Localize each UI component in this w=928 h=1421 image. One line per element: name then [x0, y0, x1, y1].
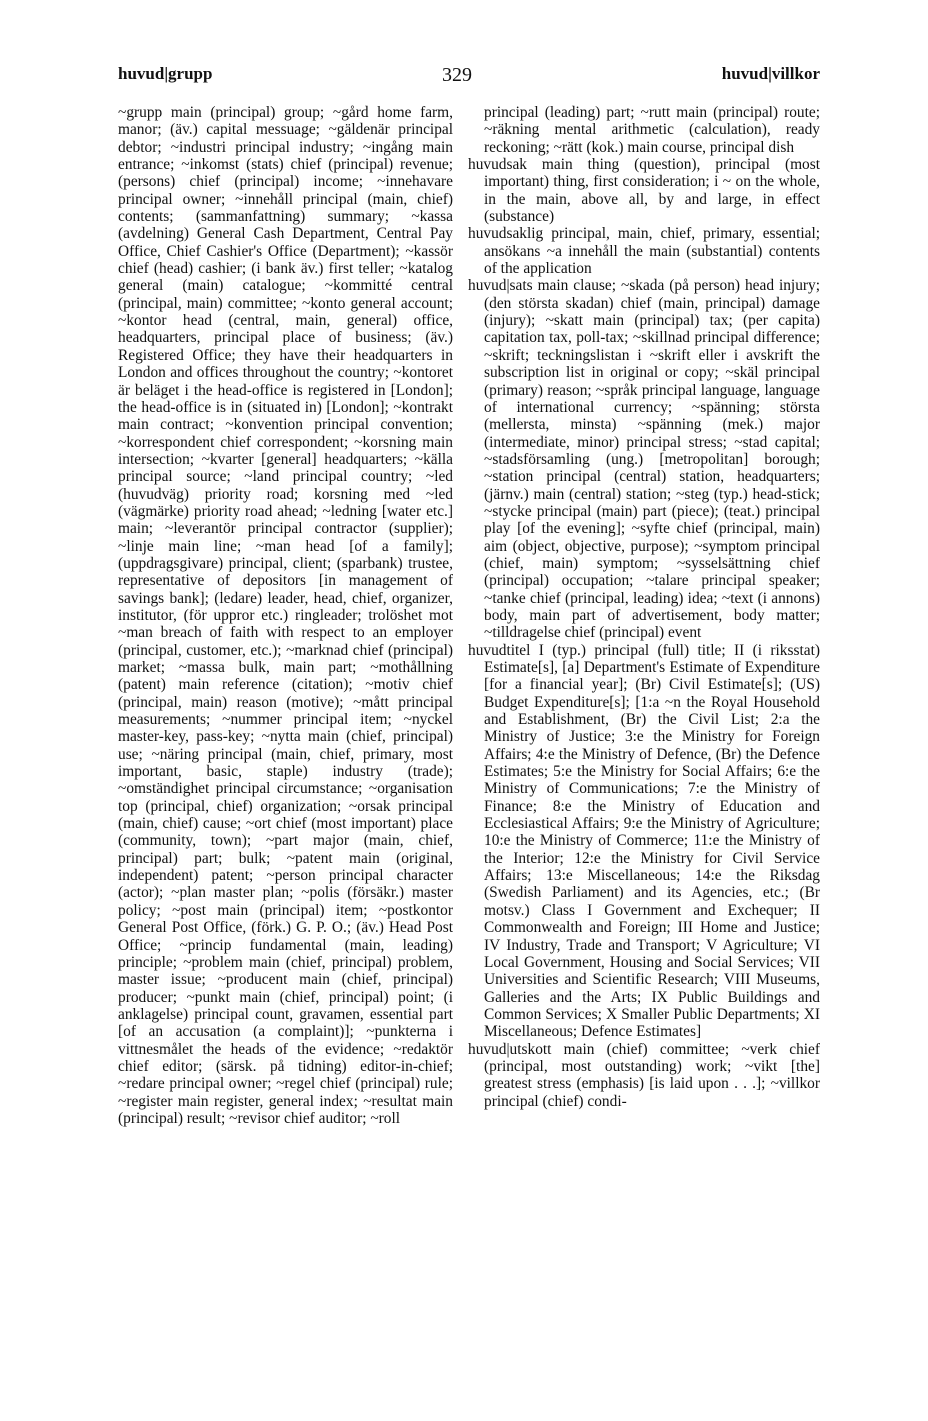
- dictionary-entry: huvud|utskott main (chief) committee; ~verk chief (principal, most outstanding) work; ~vikt [the] greatest stress (emphasis) [is laid upon . . .]; ~villkor principal (chief) condi-: [468, 1040, 820, 1110]
- dictionary-entry-continuation: principal (leading) part; ~rutt main (principal) route; ~räkning mental arithmetic (calculation), ready reckoning; ~rätt (kok.) main course, principal dish: [484, 104, 820, 156]
- page-number: 329: [442, 64, 472, 86]
- dictionary-entry: huvudsaklig principal, main, chief, primary, essential; ansökans ~a innehåll the main (substantial) contents of the application: [468, 225, 820, 278]
- running-head-right: huvud|villkor: [721, 64, 820, 83]
- right-column: [468, 104, 820, 1110]
- dictionary-entry: huvudtitel I (typ.) principal (full) title; II (i riksstat) Estimate[s], [a] Department's Estimate of Expenditure [for a financial year]; (Br) Civil Estimate[s]; (US) Budget Expenditure[s]; [1:a ~n the Royal Household and Establishment, (Br) the Civil List; 2:a the Ministry of Justice; 3:e the Ministry for Foreign Affairs; 4:e the Ministry of Defence, (Br) the Defence Estimates; 5:e the Ministry for Social Affairs; 6:e the Ministry of Communications; 7:e the Ministry of Finance; 8:e the Ministry of Education and Ecclesiastical Affairs; 9:e the Ministry of Agriculture; 10:e the Ministry of Commerce; 11:e the Ministry of the Interior; 12:e the Ministry for Civil Service Affairs; 13:e Miscellaneous; 14:e the Riksdag (Swedish Parliament) and its Agencies, etc.; (Br motsv.) Class I Government and Exchequer; II Commonwealth and Foreign; III Home and Justice; IV Industry, Trade and Transport; V Agriculture; VI Local Government, Housing and Social Services; VII Universities and Scientific Research; VIII Museums, Galleries and the Arts; IX Public Buildings and Common Services; X Smaller Public Departments; XI Miscellaneous; Defence Estimates]: [468, 641, 820, 1041]
- dictionary-entry: huvud|sats main clause; ~skada (på person) head injury; (den största skadan) chief (main, principal) damage (injury); ~skatt main (principal) tax; (per capita) capitation tax, poll-tax; ~skillnad principal difference; ~skrift; teckningslistan i ~skrift eller i avskrift the subscription list in original or copy; ~skäl principal (primary) reason; ~språk principal language, language of international currency; ~spänning; största (mellersta, minsta) ~spänning (mek.) major (intermediate, minor) principal stress; ~stad capital; ~stadsförsamling (ung.) [metropolitan] borough; ~station principal (central) station, headquarters; (järnv.) main (central) station; ~steg (typ.) head-stick; ~stycke principal (main) part (piece); (teat.) principal play [of the evening]; ~syfte chief (principal, main) aim (object, objective, purpose); ~symptom principal (chief, main) symptom; ~sysselsättning chief (principal) occupation; ~talare principal speaker; ~tanke chief (principal, leading) idea; ~text (i annons) body, main part of advertisement, body matter; ~tilldragelse chief (principal) event: [468, 277, 820, 642]
- left-column: [118, 104, 453, 1127]
- running-head-left: huvud|grupp: [118, 64, 213, 83]
- dictionary-entry: ~grupp main (principal) group; ~gård home farm, manor; (äv.) capital messuage; ~gäldenär principal debtor; ~industri principal industry; ~ingång main entrance; ~inkomst (stats) chief (principal) revenue; (persons) chief (principal) income; ~innehavare principal owner; ~innehåll principal (main, chief) contents; (sammanfattning) summary; ~kassa (avdelning) General Cash Department, Central Pay Office, Chief Cashier's Office (Department); ~kassör chief (head) cashier; (i bank äv.) first teller; ~katalog general (main) catalogue; ~kommitté central (principal, main) committee; ~konto general account; ~kontor head (central, main, general) office, headquarters, principal place of business; (äv.) Registered Office; they have their headquarters in London and offices throughout the country; ~kontoret är beläget i the head-office is registered in [London]; the head-office is in (situated in) [London]; ~kontrakt main contract; ~konvention principal convention; ~korrespondent chief correspondent; ~korsning main intersection; ~kvarter [general] headquarters; ~källa principal source; ~land principal country; ~led (huvudväg) priority road; korsning med ~led (vägmärke) priority road ahead; ~ledning [water etc.] main; ~leverantör principal contractor (supplier); ~linje main line; ~man head [of a family]; (uppdragsgivare) principal, client; (sparbank) trustee, representative of depositors [in management of savings bank]; (ledare) leader, head, chief, organizer, institutor, (för uppror etc.) ringleader; trolöshet mot ~man breach of faith with respect to an employer (principal, customer, etc.); ~marknad chief (principal) market; ~massa bulk, main part; ~mothållning (patent) main reference (citation); ~motiv chief (principal, main) reason (motive); ~mått principal measurements; ~nummer principal item; ~nyckel master-key, pass-key; ~nytta main (chief, principal) use; ~näring principal (main, chief, primary, most important, basic, staple) industry (trade); ~omständighet principal circumstance; ~organisation top (principal, chief) organization; ~orsak principal (main, chief) cause; ~ort chief (most important) place (community, town); ~part major (main, chief, principal) part; bulk; ~patent main (original, independent) patent; ~person principal character (actor); ~plan master plan; ~polis (försäkr.) master policy; ~post main (principal) item; ~postkontor General Post Office, (förk.) G. P. O.; (äv.) Head Post Office; ~princip fundamental (main, leading) principle; ~problem main (chief, principal) problem, master issue; ~producent main (chief, principal) producer; ~punkt main (chief, principal) point; (i anklagelse) principal count, gravamen, essential part [of an accusation (a complaint)]; ~punkterna i vittnesmålet the heads of the evidence; ~redaktör chief editor; (särsk. på tidning) editor-in-chief; ~redare principal owner; ~regel chief (principal) rule; ~register main register, general index; ~resultat main (principal) result; ~revisor chief auditor; ~roll: [118, 104, 453, 1127]
- dictionary-entry: huvudsak main thing (question), principal (most important) thing, first consideration; i ~ on the whole, in the main, above all, by and large, in effect (substance): [468, 156, 820, 226]
